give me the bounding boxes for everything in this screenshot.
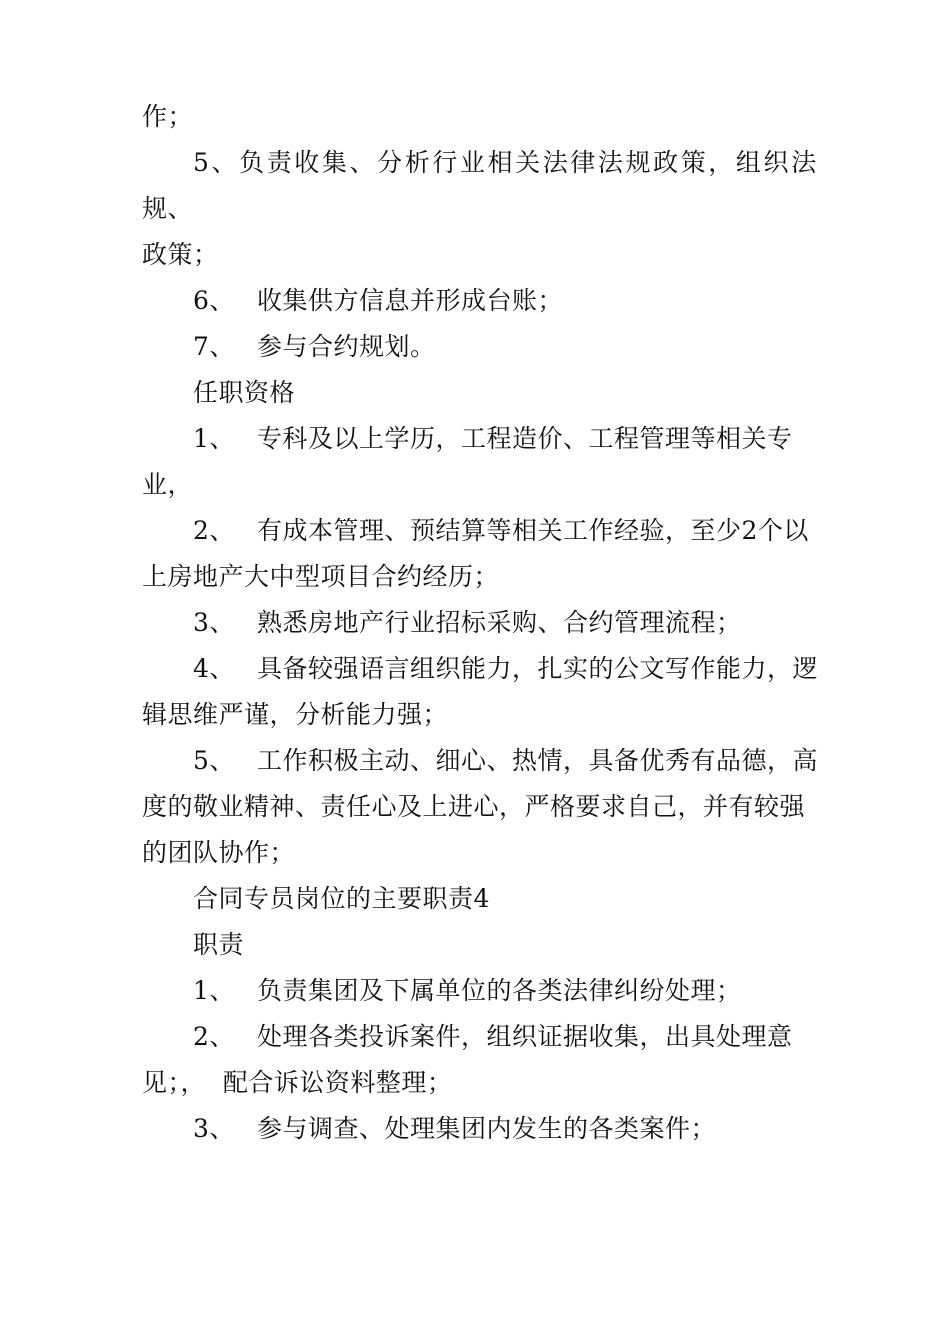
list-item: [193, 974, 883, 1008]
list-number: 5、: [193, 746, 235, 775]
line-text: 的团队协作；: [142, 838, 296, 867]
heading-text: 职责: [193, 930, 245, 959]
text-line: [142, 468, 832, 502]
list-item: [193, 330, 883, 364]
list-number: 1、: [193, 424, 235, 453]
line-text: 规、: [142, 194, 194, 223]
text-line: [142, 238, 832, 272]
line-text: 参与调查、处理集团内发生的各类案件；: [257, 1114, 717, 1143]
list-number: 7、: [193, 332, 235, 361]
line-text: 上房地产大中型项目合约经历；: [142, 562, 500, 591]
line-text: 度的敬业精神、责任心及上进心，严格要求自己，并有较强: [142, 792, 806, 821]
line-text: 5、负责收集、分析行业相关法律法规政策，组织法: [193, 148, 819, 177]
section-heading: [193, 882, 883, 916]
list-item: [193, 1020, 883, 1054]
line-text: 辑思维严谨，分析能力强；: [142, 700, 449, 729]
text-line: [142, 698, 832, 732]
text-line: [142, 836, 832, 870]
line-text: 负责集团及下属单位的各类法律纠纷处理；: [257, 976, 742, 1005]
text-line: [193, 146, 883, 180]
line-text: 熟悉房地产行业招标采购、合约管理流程；: [257, 608, 742, 637]
text-line: [142, 790, 832, 824]
list-number: 4、: [193, 654, 235, 683]
list-number: 2、: [193, 516, 235, 545]
list-item: [193, 606, 883, 640]
text-line: [142, 1066, 832, 1100]
line-text: 处理各类投诉案件，组织证据收集，出具处理意: [257, 1022, 793, 1051]
line-text: 工作积极主动、细心、热情，具备优秀有品德，高: [257, 746, 819, 775]
list-item: [193, 284, 883, 318]
line-text: 作；: [142, 102, 194, 131]
line-text: 见；， 配合诉讼资料整理；: [142, 1068, 453, 1097]
list-item: [193, 422, 883, 456]
list-number: 3、: [193, 1114, 235, 1143]
list-item: [193, 514, 883, 548]
list-item: [193, 1112, 883, 1146]
list-item: [193, 744, 883, 778]
heading-text: 任职资格: [193, 378, 296, 407]
list-number: 6、: [193, 286, 235, 315]
text-line: [142, 100, 832, 134]
section-heading: [193, 376, 883, 410]
list-number: 1、: [193, 976, 235, 1005]
section-heading: [193, 928, 883, 962]
line-text: 政策；: [142, 240, 219, 269]
line-text: 参与合约规划。: [257, 332, 436, 361]
line-text: 收集供方信息并形成台账；: [257, 286, 564, 315]
list-number: 3、: [193, 608, 235, 637]
list-item: [193, 652, 883, 686]
line-text: 业，: [142, 470, 194, 499]
text-line: [142, 560, 832, 594]
text-line: [142, 192, 832, 226]
line-text: 有成本管理、预结算等相关工作经验，至少2个以: [257, 516, 809, 545]
heading-text: 合同专员岗位的主要职责4: [193, 884, 490, 913]
line-text: 专科及以上学历，工程造价、工程管理等相关专: [257, 424, 793, 453]
line-text: 具备较强语言组织能力，扎实的公文写作能力，逻: [257, 654, 819, 683]
list-number: 2、: [193, 1022, 235, 1051]
